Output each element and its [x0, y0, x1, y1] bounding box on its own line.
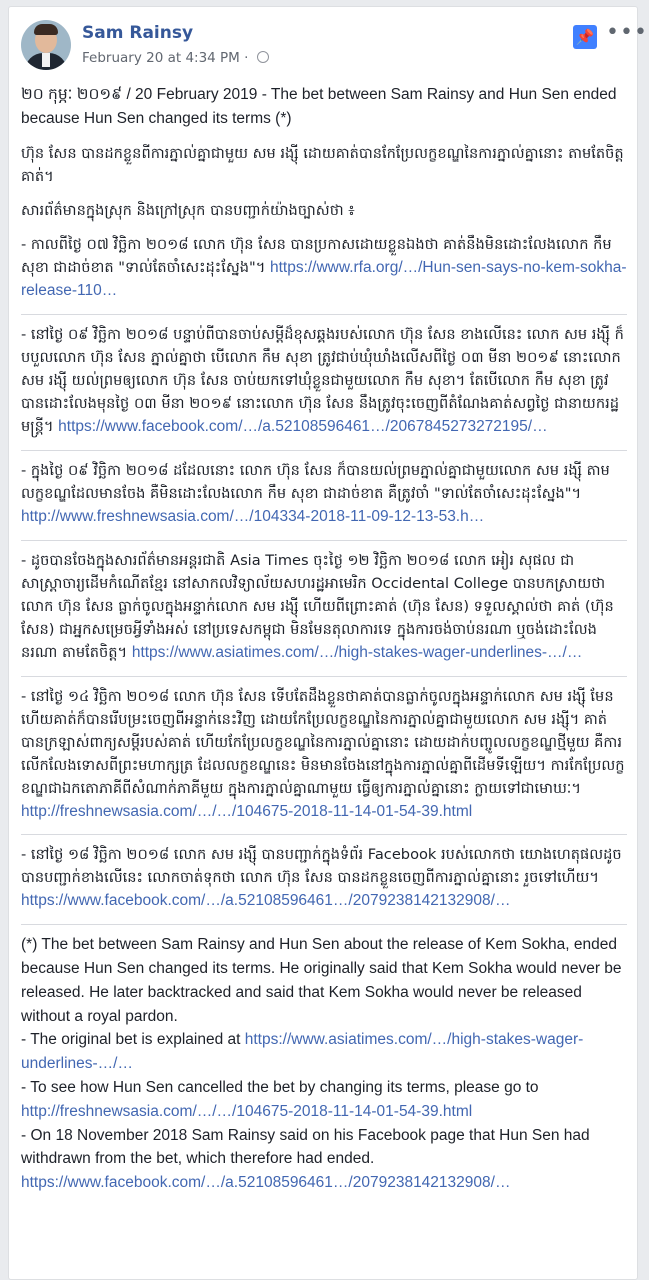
english-note: (*) The bet between Sam Rainsy and Hun Sen about the release of Kem Sokha, ended because Hun Sen changed its terms. He originally said that Kem Sokha would never be released. He later backtracked and said that Kem Sokha would never be released without a royal pardon. — [21, 936, 622, 1025]
post-card — [8, 6, 648, 1280]
en-item-link[interactable]: https://www.asiatimes.com/…/high-stakes-wager-underlines-…/… — [21, 1031, 584, 1073]
post-body — [21, 83, 627, 1195]
en-item-link[interactable]: https://www.facebook.com/…/a.52108596461…/2079238142132908/… — [21, 1174, 511, 1192]
item-link[interactable]: https://www.facebook.com/…/a.52108596461…/2067845273272195/… — [58, 418, 548, 436]
timestamp[interactable]: February 20 at 4:34 PM — [82, 50, 240, 66]
globe-icon[interactable] — [257, 51, 269, 63]
author-name[interactable]: Sam Rainsy — [82, 23, 194, 43]
divider — [21, 314, 627, 315]
list-item: - នៅថ្ងៃ ០៩ វិច្ឆិកា ២០១៨ បន្ទាប់ពីបានចាប់សម្ដីដ៏ខុសឆ្គងរបស់លោក ហ៊ុន សែន ខាងលើនេះ លោក សម រង្ស៊ី ក៏បបួលលោក ហ៊ុន សែន ភ្នាល់គ្នាថា បើលោក កឹម សុខា ត្រូវជាប់ឃុំឃាំងលើសពីថ្ងៃ ០៣ មីនា ២០១៩ នោះលោក សម រង្ស៊ី យល់ព្រមឲ្យលោក ហ៊ុន សែន ចាប់យកទៅឃុំខ្លួនជាមួយលោក កឹម សុខា។ តែបើលោក កឹម សុខា ត្រូវបានដោះលែងមុនថ្ងៃ ០៣ មីនា ២០១៩ នោះលោក ហ៊ុន សែន នឹងត្រូវចុះចេញពីតំណែងគាត់សព្វថ្ងៃ ជានាយករដ្ឋមន្ត្រី។ https://www.facebook.com/…/a.52108596461…/2067845273272195/… — [21, 326, 624, 436]
item-link[interactable]: http://www.freshnewsasia.com/…/104334-2018-11-09-12-13-53.h… — [21, 507, 485, 525]
divider — [21, 450, 627, 451]
post-meta — [82, 50, 269, 66]
avatar[interactable] — [21, 20, 71, 70]
intro-paragraph: ហ៊ុន សែន បានដកខ្លួនពីការភ្នាល់គ្នាជាមួយ សម រង្ស៊ី ដោយគាត់បានកែប្រែលក្ខខណ្ឌនៃការភ្នាល់គ្នានោះ តាមតែចិត្តគាត់។ — [21, 144, 624, 185]
item-link[interactable]: http://freshnewsasia.com/…/…/104675-2018-11-14-01-54-39.html — [21, 802, 473, 820]
list-item: - ដូចបានចែងក្នុងសារព័ត៌មានអន្តរជាតិ Asia Times ចុះថ្ងៃ ១២ វិច្ឆិកា ២០១៨ លោក អៀរ សុផល ជាសាស្ត្រាចារ្យដើមកំណើតខ្មែរ នៅសាកលវិទ្យាល័យសហរដ្ឋអាមេរិក Occidental College បានបកស្រាយថា លោក ហ៊ុន សែន ធ្លាក់ចូលក្នុងអន្ទាក់លោក សម រង្ស៊ី ហើយពីព្រោះគាត់ (ហ៊ុន សែន) ទទួលស្គាល់ថា គាត់ (ហ៊ុន សែន) ជាអ្នកសម្រេចអ្វីទាំងអស់ នៅប្រទេសកម្ពុជា មិនមែនតុលាការទេ ក្នុងការចង់ចាប់នរណា ឬចង់ដោះលែងនរណា តាមតែចិត្ត។ https://www.asiatimes.com/…/high-stakes-wager-underlines-…/… — [21, 551, 614, 661]
divider — [21, 540, 627, 541]
en-list-item: - On 18 November 2018 Sam Rainsy said on his Facebook page that Hun Sen had withdrawn from the bet, which therefore had ended. https://www.facebook.com/…/a.52108596461…/2079238142132908/… — [21, 1126, 590, 1192]
list-item: - នៅថ្ងៃ ១៤ វិច្ឆិកា ២០១៨ លោក ហ៊ុន សែន ទើបតែដឹងខ្លួនថាគាត់បានធ្លាក់ចូលក្នុងអន្ទាក់លោក សម រង្ស៊ី មែន ហើយគាត់ក៏បានរើបម្រះចេញពីអន្ទាក់នេះវិញ ដោយកែប្រែលក្ខខណ្ឌនៃការភ្នាល់គ្នាជាមួយលោក សម រង្ស៊ី។ គាត់បានក្រឡាស់ពាក្យសម្ដីរបស់គាត់ ហើយកែប្រែលក្ខខណ្ឌនៃការភ្នាល់គ្នានោះ ដោយដាក់បញ្ចូលលក្ខខណ្ឌថ្មីមួយ គឺការលើកលែងទោសពីព្រះមហាក្សត្រ ដែលលក្ខខណ្ឌនេះ មិនមានចែងនៅក្នុងការភ្នាល់គ្នាពីដើមទីឡើយ។ ការកែប្រែលក្ខខណ្ឌជាឯកតោភាគីពីសំណាក់ភាគីមួយ ក្នុងការភ្នាល់គ្នាណាមួយ ធ្វើឲ្យការភ្នាល់គ្នានោះ ក្លាយទៅជាមោឃៈ។ http://freshnewsasia.com/…/…/104675-2018-11-14-01-54-39.html — [21, 687, 625, 820]
divider — [21, 676, 627, 677]
list-item: - កាលពីថ្ងៃ ០៧ វិច្ឆិកា ២០១៨ លោក ហ៊ុន សែន បានប្រកាសដោយខ្លួនឯងថា គាត់នឹងមិនដោះលែងលោក កឹម សុខា ជាដាច់ខាត "ទាល់តែចាំសេះដុះស្នែង"។ https://www.rfa.org/…/Hun-sen-says-no-kem-sokha-release-110… — [21, 235, 627, 300]
item-link[interactable]: https://www.facebook.com/…/a.52108596461…/2079238142132908/… — [21, 892, 511, 910]
divider — [21, 834, 627, 835]
divider — [21, 924, 627, 925]
dot-separator: · — [244, 50, 249, 66]
en-list-item: - The original bet is explained at https://www.asiatimes.com/…/high-stakes-wager-underlines-…/… — [21, 1031, 584, 1073]
list-item: - នៅថ្ងៃ ១៨ វិច្ឆិកា ២០១៨ លោក សម រង្ស៊ី បានបញ្ជាក់ក្នុងទំព័រ Facebook របស់លោកថា យោងហេតុផលដូចបានបញ្ជាក់ខាងលើនេះ លោកចាត់ទុកថា លោក ហ៊ុន សែន បានដកខ្លួនចេញពីការភ្នាល់គ្នានោះ រួចទៅហើយ។ https://www.facebook.com/…/a.52108596461…/2079238142132908/… — [21, 846, 622, 910]
pushpin-icon[interactable]: 📌 — [573, 25, 597, 49]
en-item-link[interactable]: http://freshnewsasia.com/…/…/104675-2018-11-14-01-54-39.html — [21, 1102, 473, 1120]
list-item: - ក្នុងថ្ងៃ ០៩ វិច្ឆិកា ២០១៨ ដដែលនោះ លោក ហ៊ុន សែន ក៏បានយល់ព្រមភ្នាល់គ្នាជាមួយលោក សម រង្ស៊ី តាមលក្ខខណ្ឌដែលមានចែង គឺមិនដោះលែងលោក កឹម សុខា ជាដាច់ខាត គឺត្រូវចាំ "ទាល់តែចាំសេះដុះស្នែង"។ http://www.freshnewsasia.com/…/104334-2018-11-09-12-13-53.h… — [21, 461, 610, 525]
post-title: ២០ កុម្ភៈ ២០១៩ / 20 February 2019 - The bet between Sam Rainsy and Hun Sen ended because Hun Sen changed its terms (*) — [21, 86, 617, 127]
item-link[interactable]: https://www.rfa.org/…/Hun-sen-says-no-kem-sokha-release-110… — [21, 258, 627, 300]
post-header — [21, 20, 648, 76]
en-list-item: - To see how Hun Sen cancelled the bet by changing its terms, please go to http://freshnewsasia.com/…/…/104675-2018-11-14-01-54-39.html — [21, 1078, 539, 1120]
more-options-icon[interactable]: ••• — [606, 20, 648, 45]
item-link[interactable]: https://www.asiatimes.com/…/high-stakes-wager-underlines-…/… — [131, 643, 583, 661]
media-paragraph: សារព័ត៌មានក្នុងស្រុក និងក្រៅស្រុក បានបញ្ជាក់យ៉ាងច្បាស់ថា ៖ — [21, 201, 355, 219]
